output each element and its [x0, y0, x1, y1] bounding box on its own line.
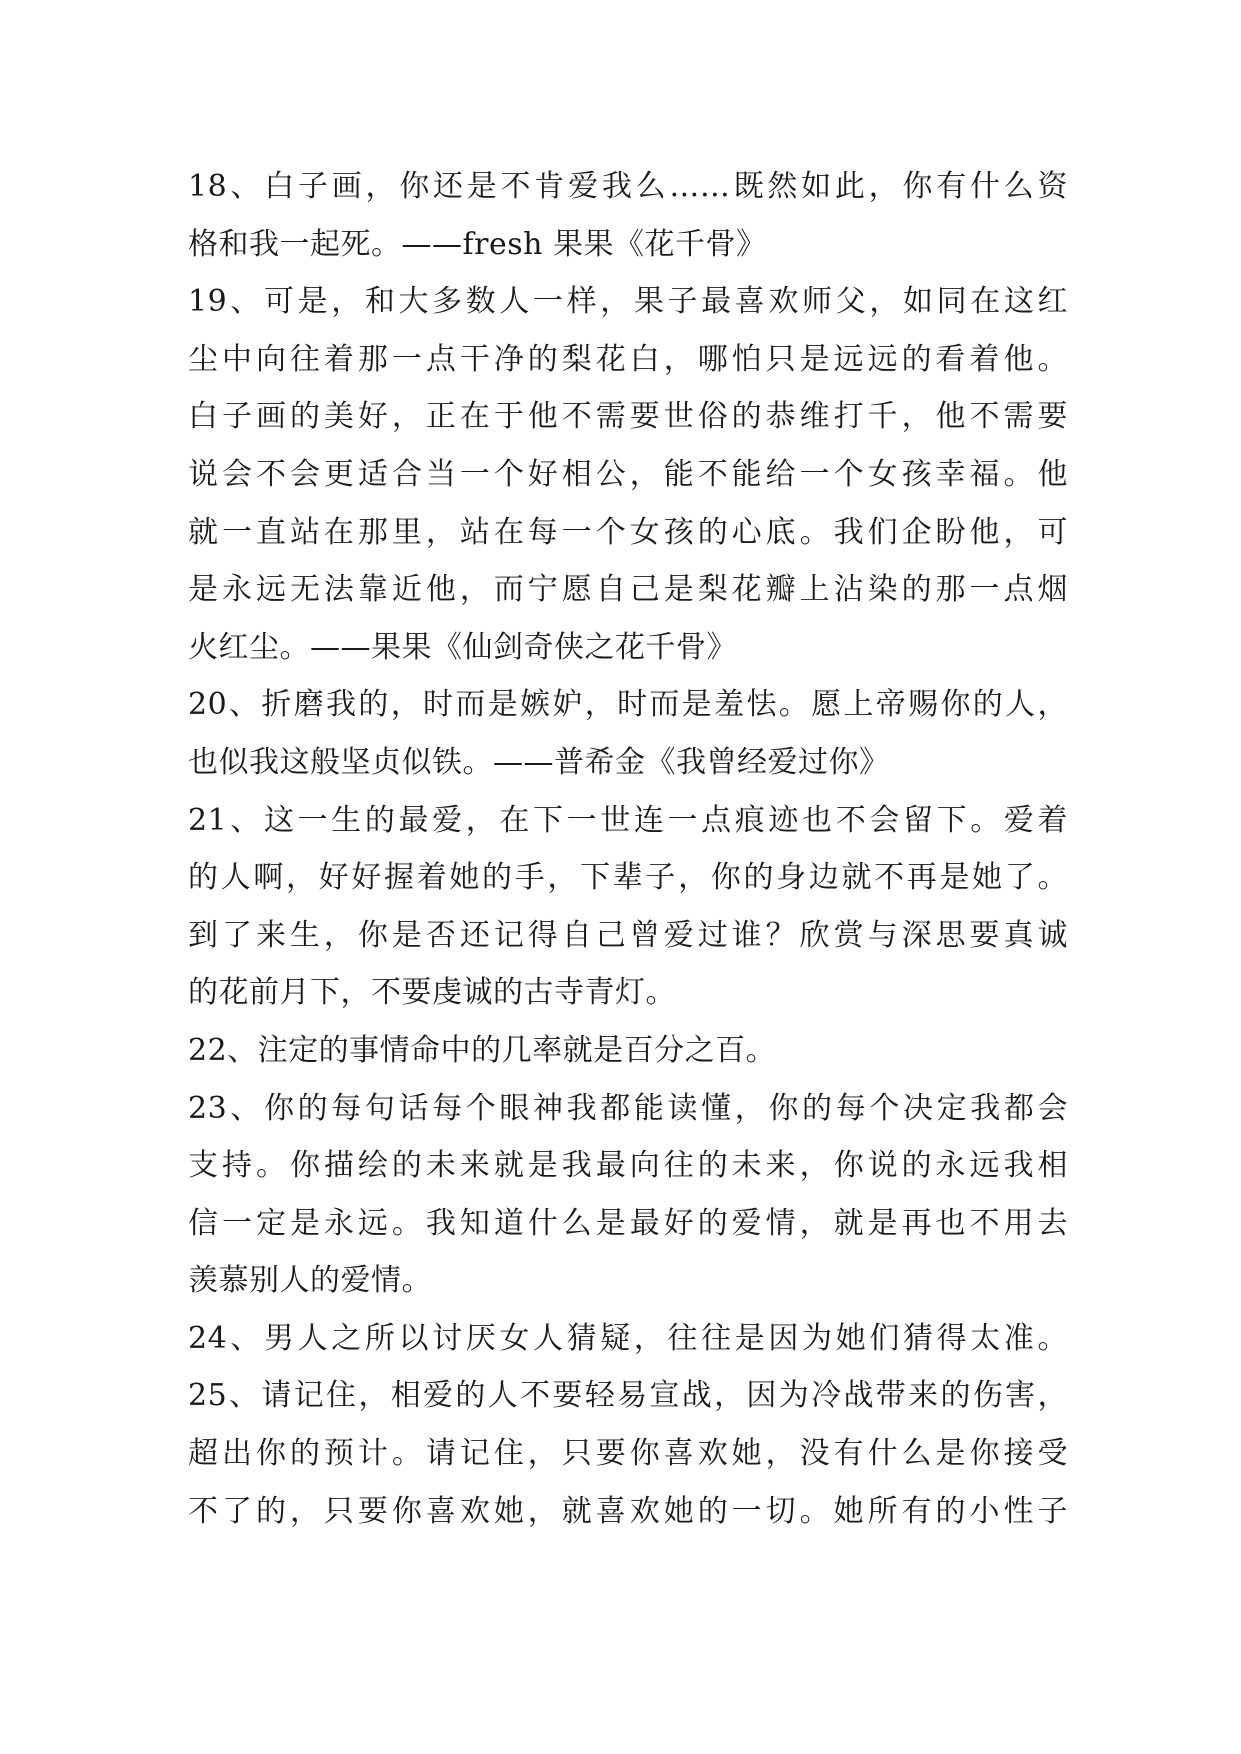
text-line: 羡慕别人的爱情。	[188, 1263, 432, 1299]
text-line: 到了来生，你是否还记得自己曾爱过谁？欣赏与深思要真诚	[188, 917, 1068, 953]
text-line: 25、请记住，相爱的人不要轻易宣战，因为冷战带来的伤害，	[188, 1378, 1068, 1414]
text-line: 就一直站在那里，站在每一个女孩的心底。我们企盼他，可	[188, 514, 1068, 550]
text-line: 的花前月下，不要虔诚的古寺青灯。	[188, 975, 676, 1011]
text-line: 信一定是永远。我知道什么是最好的爱情，就是再也不用去	[188, 1205, 1068, 1241]
text-line: 18、白子画，你还是不肯爱我么……既然如此，你有什么资	[188, 169, 1068, 204]
text-line: 23、你的每句话每个眼神我都能读懂，你的每个决定我都会	[188, 1090, 1068, 1126]
text-line: 20、折磨我的，时而是嫉妒，时而是羞怯。愿上帝赐你的人，	[188, 687, 1068, 723]
text-line: 支持。你描绘的未来就是我最向往的未来，你说的永远我相	[188, 1148, 1068, 1184]
text-line: 22、注定的事情命中的几率就是百分之百。	[188, 1032, 777, 1068]
text-line: 是永远无法靠近他，而宁愿自己是梨花瓣上沾染的那一点烟	[188, 572, 1068, 608]
text-line: 也似我这般坚贞似铁。——普希金《我曾经爱过你》	[188, 744, 890, 780]
body-text	[188, 158, 1068, 1540]
text-line: 24、男人之所以讨厌女人猜疑，往往是因为她们猜得太准。	[188, 1320, 1068, 1356]
text-line: 说会不会更适合当一个好相公，能不能给一个女孩幸福。他	[188, 456, 1068, 492]
text-line: 火红尘。——果果《仙剑奇侠之花千骨》	[188, 629, 737, 665]
text-line: 不了的，只要你喜欢她，就喜欢她的一切。她所有的小性子	[188, 1493, 1068, 1529]
text-line: 白子画的美好，正在于他不需要世俗的恭维打千，他不需要	[188, 399, 1068, 435]
text-line: 的人啊，好好握着她的手，下辈子，你的身边就不再是她了。	[188, 860, 1068, 896]
text-line: 19、可是，和大多数人一样，果子最喜欢师父，如同在这红	[188, 284, 1068, 320]
text-line: 21、这一生的最爱，在下一世连一点痕迹也不会留下。爱着	[188, 802, 1068, 838]
text-line: 尘中向往着那一点干净的梨花白，哪怕只是远远的看着他。	[188, 341, 1068, 377]
text-line: 格和我一起死。——fresh 果果《花千骨》	[188, 226, 767, 262]
text-line: 超出你的预计。请记住，只要你喜欢她，没有什么是你接受	[188, 1436, 1068, 1472]
